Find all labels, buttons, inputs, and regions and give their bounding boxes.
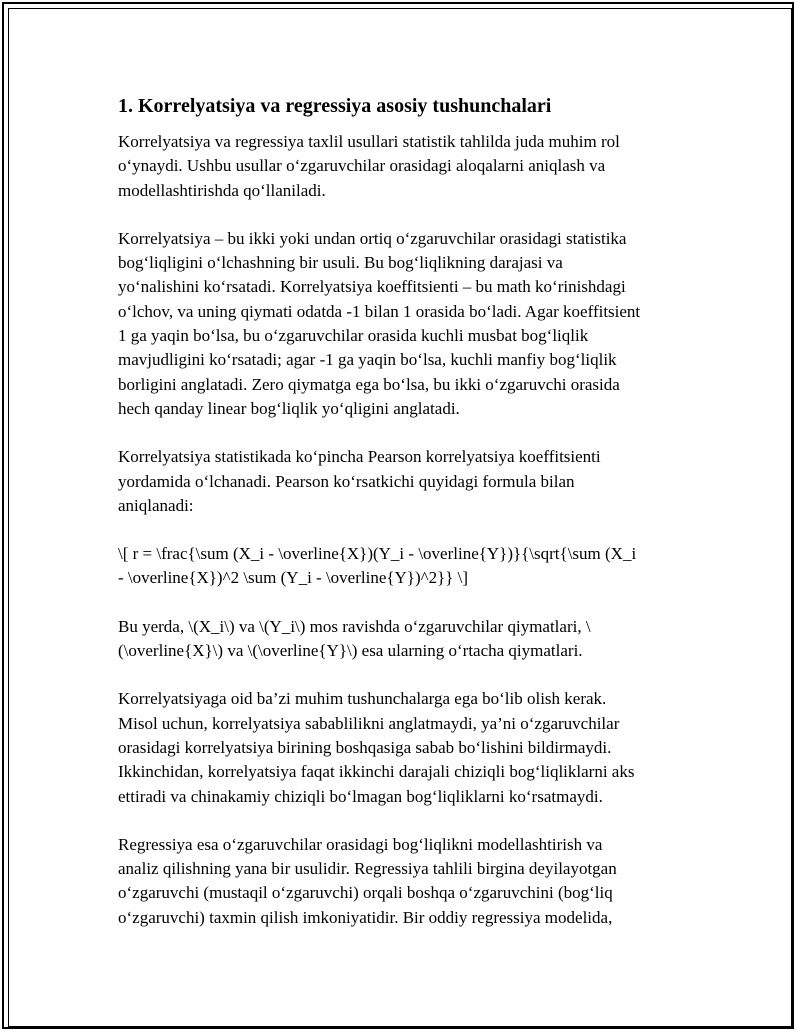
text-line: analiz qilishning yana bir usulidir. Regressiya tahlili birgina deyilayotgan: [118, 859, 617, 879]
paragraph-regression: [118, 833, 698, 930]
paragraph-correlation-notes: [118, 687, 698, 808]
text-line: orasidagi korrelyatsiya birining boshqasiga sabab bo‘lishini bildirmaydi.: [118, 737, 612, 757]
text-line: hech qanday linear bog‘liqlik yo‘qligini anglatadi.: [118, 398, 460, 418]
formula-line: - \overline{X})^2 \sum (Y_i - \overline{Y})^2}} \]: [118, 568, 469, 588]
text-line: mavjudligini ko‘rsatadi; agar -1 ga yaqin bo‘lsa, kuchli manfiy bog‘liqlik: [118, 350, 617, 370]
text-line: 1 ga yaqin bo‘lsa, bu o‘zgaruvchilar orasida kuchli musbat bog‘liqlik: [118, 326, 589, 346]
text-line: Regressiya esa o‘zgaruvchilar orasidagi bog‘liqlikni modellashtirish va: [118, 834, 603, 854]
paragraph-correlation-definition: [118, 227, 698, 421]
paragraph-formula: [118, 542, 698, 591]
text-line: o‘zgaruvchi (mustaqil o‘zgaruvchi) orqali boshqa o‘zgaruvchini (bog‘liq: [118, 883, 613, 903]
text-line: Misol uchun, korrelyatsiya sabablilikni anglatmaydi, ya’ni o‘zgaruvchilar: [118, 713, 620, 733]
text-line: ettiradi va chinakamiy chiziqli bo‘lmagan bog‘liqliklarni ko‘rsatmaydi.: [118, 786, 603, 806]
text-line: Ikkinchidan, korrelyatsiya faqat ikkinchi darajali chiziqli bog‘liqliklarni aks: [118, 762, 635, 782]
text-line: bog‘liqligini o‘lchashning bir usuli. Bu bog‘liqlikning darajasi va: [118, 253, 563, 273]
paragraph-formula-explanation: [118, 615, 698, 664]
paragraph-pearson: [118, 445, 698, 518]
section-heading: 1. Korrelyatsiya va regressiya asosiy tushunchalari: [118, 95, 552, 117]
text-line: modellashtirishda qo‘llaniladi.: [118, 180, 326, 200]
text-line: (\overline{X}\) va \(\overline{Y}\) esa ularning o‘rtacha qiymatlari.: [118, 641, 583, 661]
text-line: o‘ynaydi. Ushbu usullar o‘zgaruvchilar orasidagi aloqalarni aniqlash va: [118, 156, 606, 176]
text-line: Korrelyatsiya – bu ikki yoki undan ortiq o‘zgaruvchilar orasidagi statistika: [118, 228, 627, 248]
text-line: yo‘nalishini ko‘rsatadi. Korrelyatsiya koeffitsienti – bu math ko‘rinishdagi: [118, 277, 626, 297]
text-line: Korrelyatsiyaga oid ba’zi muhim tushunchalarga ega bo‘lib olish kerak.: [118, 689, 607, 709]
text-line: Korrelyatsiya statistikada ko‘pincha Pearson korrelyatsiya koeffitsienti: [118, 447, 601, 467]
text-line: borligini anglatadi. Zero qiymatga ega bo‘lsa, bu ikki o‘zgaruvchi orasida: [118, 374, 620, 394]
text-line: Bu yerda, \(X_i\) va \(Y_i\) mos ravishda o‘zgaruvchilar qiymatlari, \: [118, 616, 591, 636]
text-line: o‘lchov, va uning qiymati odatda -1 bilan 1 orasida bo‘ladi. Agar koeffitsient: [118, 301, 641, 321]
text-line: aniqlanadi:: [118, 495, 194, 515]
paragraph-intro: [118, 130, 698, 203]
text-line: yordamida o‘lchanadi. Pearson ko‘rsatkichi quyidagi formula bilan: [118, 471, 575, 491]
formula-line: \[ r = \frac{\sum (X_i - \overline{X})(Y_i - \overline{Y})}{\sqrt{\sum (X_i: [118, 544, 637, 564]
text-line: Korrelyatsiya va regressiya taxlil usullari statistik tahlilda juda muhim rol: [118, 132, 620, 151]
text-line: o‘zgaruvchi) taxmin qilish imkoniyatidir. Bir oddiy regressiya modelida,: [118, 907, 613, 927]
document-body: [118, 92, 698, 954]
